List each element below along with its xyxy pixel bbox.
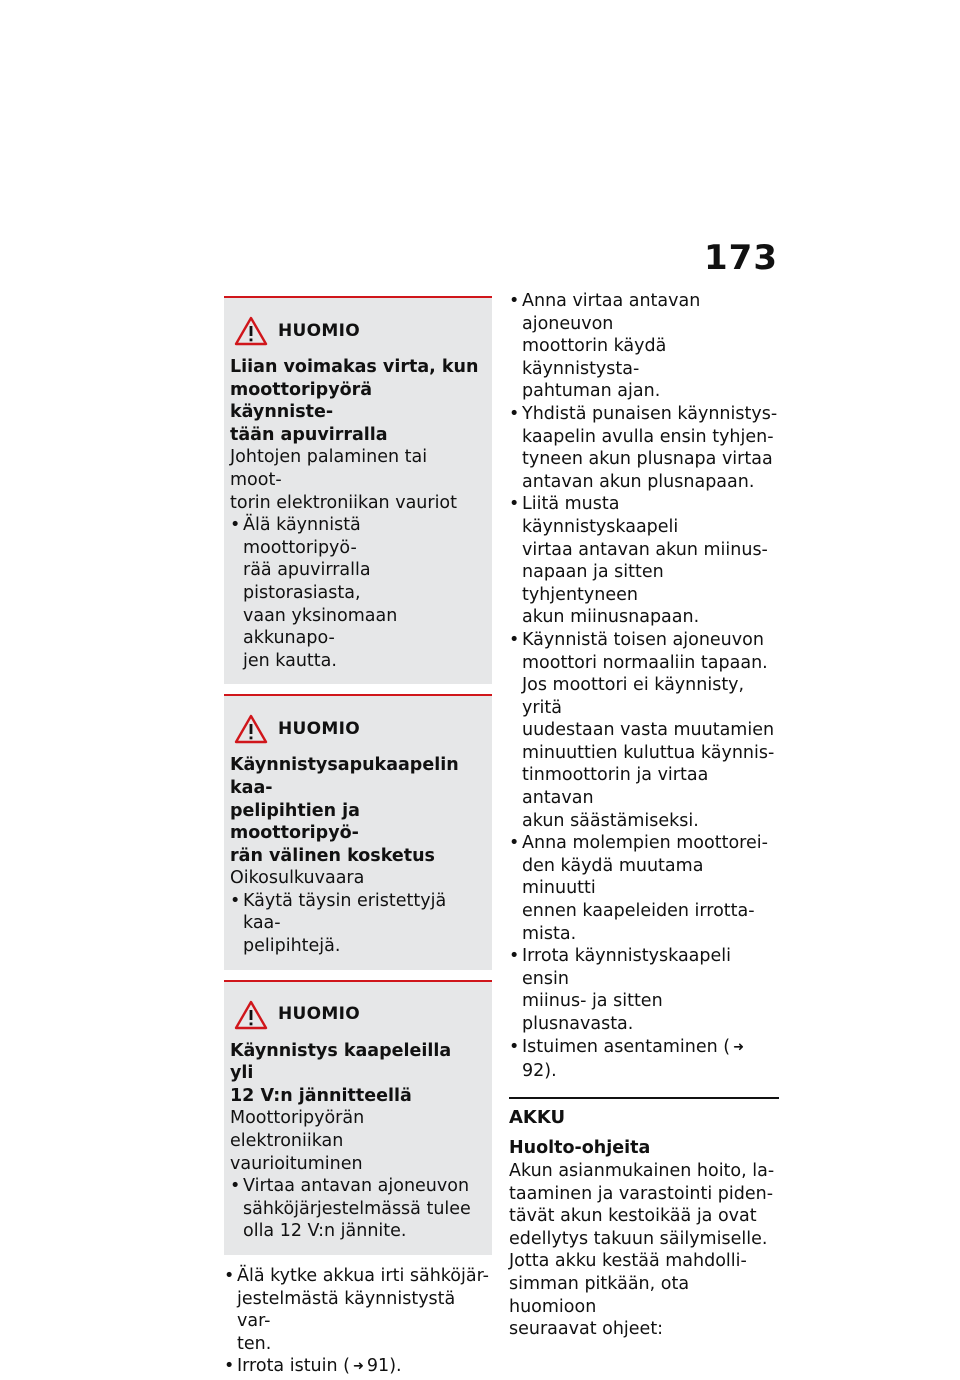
notice-box bbox=[224, 980, 492, 1255]
bullet-line: akun säästämiseksi. bbox=[522, 810, 699, 831]
notice-header bbox=[230, 714, 480, 744]
notice-label: HUOMIO bbox=[278, 1004, 360, 1025]
page-reference-arrow-icon: ➜ bbox=[733, 1039, 745, 1055]
notice-description-line: torin elektroniikan vauriot bbox=[230, 492, 458, 513]
bullet-line: akun miinusnapaan. bbox=[522, 607, 700, 628]
warning-triangle-icon bbox=[234, 316, 268, 346]
page-reference-arrow-icon: ➜ bbox=[353, 1359, 364, 1375]
bullet-line: • Käytä täysin eristettyjä kaa- bbox=[243, 890, 447, 934]
seat-installation-reference bbox=[509, 1036, 779, 1083]
notice-header bbox=[230, 1000, 480, 1030]
bullet-line: tinmoottorin ja virtaa antavan bbox=[522, 765, 709, 809]
notice-title-line: tään apuvirralla bbox=[230, 424, 388, 445]
right-column bbox=[509, 290, 779, 1341]
reference-suffix: ). bbox=[389, 1356, 402, 1377]
page-number: 173 bbox=[704, 238, 778, 278]
bullet-item bbox=[509, 629, 779, 832]
bullet-line: olla 12 V:n jännite. bbox=[243, 1221, 407, 1242]
bullet-line: virtaa antavan akun miinus- bbox=[522, 539, 768, 560]
bullet-line: jestelmästä käynnistystä var- bbox=[237, 1288, 456, 1332]
reference-page[interactable]: 92 bbox=[522, 1061, 545, 1082]
bullet-line: miinus- ja sitten plusnavasta. bbox=[522, 991, 663, 1034]
bullet-line: pelipihtejä. bbox=[243, 936, 341, 957]
bullet-line: • Anna virtaa antavan ajoneuvon bbox=[522, 291, 701, 334]
bullet-line: minuuttien kuluttua käynnis- bbox=[522, 742, 775, 763]
notice-description-line: Johtojen palaminen tai moot- bbox=[230, 447, 428, 490]
notice-label: HUOMIO bbox=[278, 719, 360, 740]
bullet-line: rää apuvirralla pistorasiasta, bbox=[243, 560, 371, 603]
section-body-line: Jotta akku kestää mahdolli- bbox=[509, 1251, 747, 1272]
bullet-line: • Älä kytke akkua irti sähköjär- bbox=[237, 1266, 489, 1286]
bullet-line: tyneen akun plusnapa virtaa bbox=[522, 449, 773, 470]
bullet-item bbox=[509, 290, 779, 403]
bullet-line: napaan ja sitten tyhjentyneen bbox=[522, 562, 664, 605]
notice-title-line: Liian voimakas virta, kun bbox=[230, 357, 479, 377]
warning-triangle-icon bbox=[234, 714, 268, 744]
bullet-item bbox=[224, 1265, 492, 1355]
bullet-line: pahtuman ajan. bbox=[522, 381, 661, 402]
bullet-line: ten. bbox=[237, 1333, 272, 1354]
reference-page[interactable]: 91 bbox=[366, 1356, 390, 1377]
bullet-line: moottori normaaliin tapaan. bbox=[522, 652, 768, 673]
left-column bbox=[224, 296, 492, 1380]
bullet-line: sähköjärjestelmässä tulee bbox=[243, 1198, 471, 1219]
section-body-line: taaminen ja varastointi piden- bbox=[509, 1183, 774, 1204]
bullet-line: • Virtaa antavan ajoneuvon bbox=[243, 1176, 470, 1197]
notice-header bbox=[230, 316, 480, 346]
battery-section bbox=[509, 1097, 779, 1341]
right-bullet-list bbox=[509, 290, 779, 1036]
notice-title-line: moottoripyörä käynniste- bbox=[230, 379, 373, 423]
notice-description-line: Moottoripyörän elektroniikan bbox=[230, 1108, 365, 1152]
left-bullet-list bbox=[224, 1265, 492, 1355]
section-title: AKKU bbox=[509, 1106, 566, 1128]
warning-triangle-icon bbox=[234, 1000, 268, 1030]
section-body-line: Akun asianmukainen hoito, la- bbox=[509, 1160, 775, 1181]
notice-title-line: Käynnistysapukaapelin kaa- bbox=[230, 755, 459, 798]
bullet-line: • Liitä musta käynnistyskaapeli bbox=[522, 494, 679, 537]
bullet-line: • Yhdistä punaisen käynnistys- bbox=[522, 403, 778, 424]
bullet-item bbox=[509, 403, 779, 493]
bullet-item bbox=[230, 1175, 480, 1243]
reference-text: Istuimen asentaminen ( bbox=[522, 1036, 731, 1057]
bullet-line: • Älä käynnistä moottoripyö- bbox=[243, 515, 361, 558]
bullet-line: • Anna molempien moottorei- bbox=[522, 833, 768, 854]
reference-text: Irrota istuin ( bbox=[237, 1356, 350, 1377]
bullet-line: antavan akun plusnapaan. bbox=[522, 471, 755, 492]
notice-list bbox=[224, 296, 492, 1255]
bullet-line: Jos moottori ei käynnisty, yritä bbox=[522, 675, 745, 718]
bullet-item bbox=[509, 945, 779, 1035]
notice-description-line: Oikosulkuvaara bbox=[230, 868, 365, 889]
bullet-line: • Irrota käynnistyskaapeli ensin bbox=[522, 946, 731, 989]
bullet-line: mista. bbox=[522, 923, 577, 944]
notice-title-line: pelipihtien ja moottoripyö- bbox=[230, 800, 360, 844]
section-body-line: seuraavat ohjeet: bbox=[509, 1319, 664, 1340]
notice-box bbox=[224, 694, 492, 969]
section-body-line: edellytys takuun säilymiselle. bbox=[509, 1228, 768, 1249]
section-body-line: simman pitkään, ota huomioon bbox=[509, 1273, 690, 1317]
bullet-line: uudestaan vasta muutamien bbox=[522, 720, 775, 741]
notice-description-line: vaurioituminen bbox=[230, 1153, 363, 1174]
bullet-line: vaan yksinomaan akkunapo- bbox=[243, 605, 398, 649]
bullet-line: ennen kaapeleiden irrotta- bbox=[522, 901, 755, 922]
bullet-item bbox=[509, 832, 779, 945]
bullet-item bbox=[230, 514, 480, 672]
bullet-line: kaapelin avulla ensin tyhjen- bbox=[522, 426, 774, 447]
notice-label: HUOMIO bbox=[278, 320, 360, 341]
section-subtitle: Huolto-ohjeita bbox=[509, 1138, 651, 1159]
bullet-item bbox=[230, 890, 480, 958]
section-body-line: tävät akun kestoikää ja ovat bbox=[509, 1206, 757, 1227]
bullet-line: jen kautta. bbox=[243, 650, 337, 671]
notice-box bbox=[224, 296, 492, 684]
notice-title-line: Käynnistys kaapeleilla yli bbox=[230, 1040, 452, 1084]
bullet-line: • Käynnistä toisen ajoneuvon bbox=[522, 629, 764, 650]
notice-title-line: 12 V:n jännitteellä bbox=[230, 1085, 412, 1106]
bullet-line: moottorin käydä käynnistysta- bbox=[522, 336, 667, 379]
reference-suffix: ). bbox=[544, 1061, 557, 1082]
bullet-item bbox=[509, 493, 779, 629]
notice-title-line: rän välinen kosketus bbox=[230, 845, 435, 866]
seat-removal-reference bbox=[224, 1355, 492, 1380]
section-body bbox=[509, 1160, 779, 1341]
bullet-line: den käydä muutama minuutti bbox=[522, 855, 704, 899]
